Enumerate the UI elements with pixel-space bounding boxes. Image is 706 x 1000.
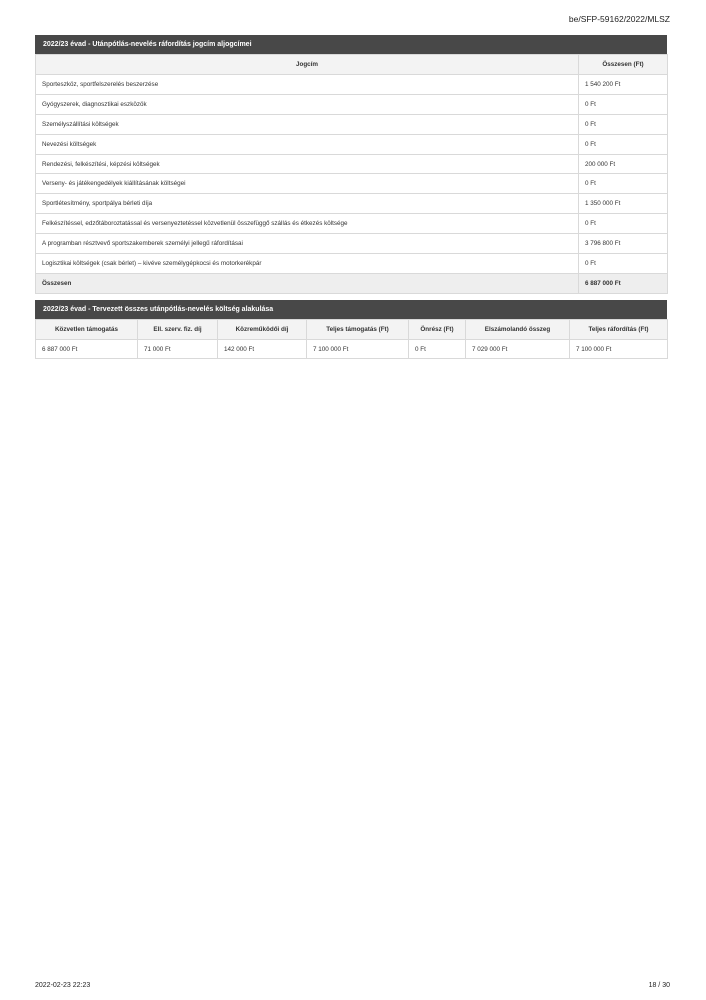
row-label: A programban résztvevő sportszakemberek személyi jellegű ráfordításai (36, 234, 579, 254)
total-row (36, 273, 668, 293)
column-header-ell-szerv-fiz-dij: Ell. szerv. fiz. díj (138, 320, 218, 340)
section-title: 2022/23 évad - Utánpótlás-nevelés ráfordítás jogcím aljogcímei (35, 35, 667, 54)
row-amount: 0 Ft (579, 214, 668, 234)
cell-kozremukodoi-dij: 142 000 Ft (218, 340, 307, 359)
table-row (36, 214, 668, 234)
row-amount: 3 796 800 Ft (579, 234, 668, 254)
cell-elszamolando-osszeg: 7 029 000 Ft (466, 340, 570, 359)
cost-categories-table (35, 54, 668, 294)
row-label: Verseny- és játékengedélyek kiállításának költségei (36, 174, 579, 194)
planned-costs-table (35, 319, 668, 359)
column-header-kozvetlen-tamogatas: Közvetlen támogatás (36, 320, 138, 340)
table-row (36, 174, 668, 194)
footer-page-number: 18 / 30 (648, 982, 670, 989)
row-amount: 0 Ft (579, 134, 668, 154)
row-label: Sportlétesítmény, sportpálya bérleti díja (36, 194, 579, 214)
document-reference: be/SFP-59162/2022/MLSZ (568, 14, 670, 24)
column-header-teljes-tamogatas: Teljes támogatás (Ft) (307, 320, 409, 340)
section-planned-costs (35, 300, 667, 359)
column-header-elszamolando-osszeg: Elszámolandó összeg (466, 320, 570, 340)
table-row (36, 114, 668, 134)
table-row (36, 134, 668, 154)
table-row (36, 75, 668, 95)
table-row (36, 340, 668, 359)
total-amount: 6 887 000 Ft (579, 273, 668, 293)
row-amount: 0 Ft (579, 114, 668, 134)
table-row (36, 154, 668, 174)
section-title: 2022/23 évad - Tervezett összes utánpótlás-nevelés költség alakulása (35, 300, 667, 319)
column-header-onresz: Önrész (Ft) (409, 320, 466, 340)
row-amount: 1 540 200 Ft (579, 75, 668, 95)
table-row (36, 194, 668, 214)
row-label: Személyszállítási költségek (36, 114, 579, 134)
row-label: Rendezési, felkészítési, képzési költségek (36, 154, 579, 174)
row-label: Nevezési költségek (36, 134, 579, 154)
row-amount: 0 Ft (579, 174, 668, 194)
cell-teljes-raforditas: 7 100 000 Ft (570, 340, 668, 359)
section-cost-categories (35, 35, 667, 294)
cell-onresz: 0 Ft (409, 340, 466, 359)
cell-teljes-tamogatas: 7 100 000 Ft (307, 340, 409, 359)
column-header-kozremukodoi-dij: Közreműködői díj (218, 320, 307, 340)
table-row (36, 254, 668, 274)
row-amount: 1 350 000 Ft (579, 194, 668, 214)
row-label: Sporteszköz, sportfelszerelés beszerzése (36, 75, 579, 95)
total-label: Összesen (36, 273, 579, 293)
table-row (36, 234, 668, 254)
row-label: Logisztikai költségek (csak bérlet) – kivéve személygépkocsi és motorkerékpár (36, 254, 579, 274)
footer-timestamp: 2022-02-23 22:23 (35, 982, 91, 989)
table-header-row (36, 320, 668, 340)
row-amount: 0 Ft (579, 254, 668, 274)
column-header-jogcim: Jogcím (36, 55, 579, 75)
column-header-teljes-raforditas: Teljes ráfordítás (Ft) (570, 320, 668, 340)
row-amount: 0 Ft (579, 94, 668, 114)
row-amount: 200 000 Ft (579, 154, 668, 174)
cell-ell-szerv-fiz-dij: 71 000 Ft (138, 340, 218, 359)
table-header-row (36, 55, 668, 75)
cell-kozvetlen-tamogatas: 6 887 000 Ft (36, 340, 138, 359)
row-label: Gyógyszerek, diagnosztikai eszközök (36, 94, 579, 114)
table-row (36, 94, 668, 114)
column-header-osszesen: Összesen (Ft) (579, 55, 668, 75)
row-label: Felkészítéssel, edzőtáboroztatással és versenyeztetéssel közvetlenül összefüggő szállás és étkezés költsége (36, 214, 579, 234)
